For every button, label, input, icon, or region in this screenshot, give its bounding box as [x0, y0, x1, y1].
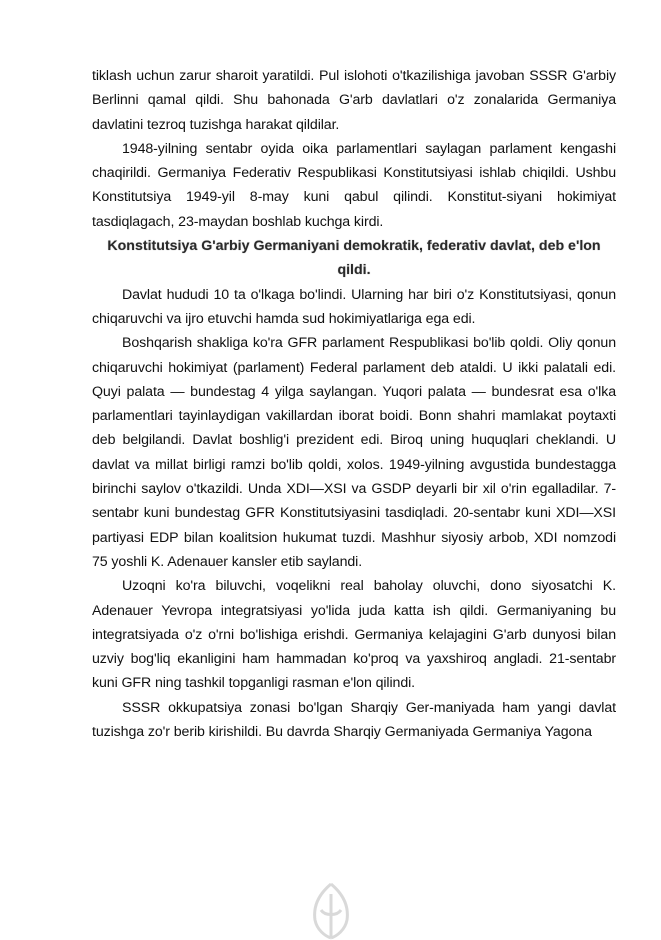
paragraph-3: Davlat hududi 10 ta o'lkaga bo'lindi. Ularning har biri o'z Konstitutsiyasi, qonun chiqaruvchi va ijro etuvchi hamda sud hokimiyatlariga ega edi.	[92, 286, 616, 327]
paragraph-4: Boshqarish shakliga ko'ra GFR parlament Respublikasi bo'lib qoldi. Oliy qonun chiqaruvchi hokimiyat (parlament) Federal parlament deb ataldi. U ikki palatali edi. Quyi palata — bundestag 4 yilga saylangan. Yuqori palata — bundesrat esa o'lka parlamentlari tayinlaydigan vakillardan iborat boidi. Bonn shahri mamlakat poytaxti deb belgilandi. Davlat boshlig'i prezident edi. Biroq uning huquqlari cheklandi. U davlat va millat birligi ramzi bo'lib qoldi, xolos. 1949-yilning avgustida bundestagga birinchi saylov o'tkazildi. Unda XDI—XSI va GSDP deyarli bir xil o'rin egalladilar. 7-sentabr kuni bundestag GFR Konstitutsiyasini tasdiqladi. 20-sentabr kuni XDI—XSI partiyasi EDP bilan koalitsion hukumat tuzdi. Mashhur siyosiy arbob, XDI nomzodi 75 yoshli K. Adenauer kansler etib saylandi.	[92, 335, 616, 570]
paragraph-5: Uzoqni ko'ra biluvchi, voqelikni real baholay oluvchi, dono siyosatchi K. Adenauer Yevropa integratsiyasi yo'lida juda katta ish qildi. Germaniyaning bu integratsiyada o'z o'rni bo'lishiga erishdi. Germaniya kelajagini G'arb dunyosi bilan uzviy bog'liq ekanligini ham hammadan ko'proq va yaxshiroq angladi. 21-sentabr kuni GFR ning tashkil topganligi rasman e'lon qilindi.	[92, 578, 616, 692]
paragraph-6: SSSR okkupatsiya zonasi bo'lgan Sharqiy Ger-maniyada ham yangi davlat tuzishga zo'r berib kirishildi. Bu davrda Sharqiy Germaniyada Germaniya Yagona	[92, 699, 616, 741]
document-page	[92, 64, 616, 744]
paragraph-2: 1948-yilning sentabr oyida oika parlamentlari saylagan parlament kengashi chaqirildi. Germaniya Federativ Respublikasi Konstitutsiyasi ishlab chiqildi. Ushbu Konstitutsiya 1949-yil 8-may kuni qabul qilindi. Konstitut-siyani hokimiyat tasdiqlagach, 23-maydan boshlab kuchga kirdi.	[92, 140, 616, 230]
watermark-logo-icon	[305, 880, 357, 940]
paragraph-1: tiklash uchun zarur sharoit yaratildi. Pul islohoti o'tkazilishiga javoban SSSR G'arbiy Berlinni qamal qildi. Shu bahonada G'arb davlatlari o'z zonalarida Germaniya davlatini tezroq tuzishga harakat qildilar.	[92, 68, 616, 133]
section-heading: Konstitutsiya G'arbiy Germaniyani demokratik, federativ davlat, deb e'lon qildi.	[107, 238, 601, 279]
